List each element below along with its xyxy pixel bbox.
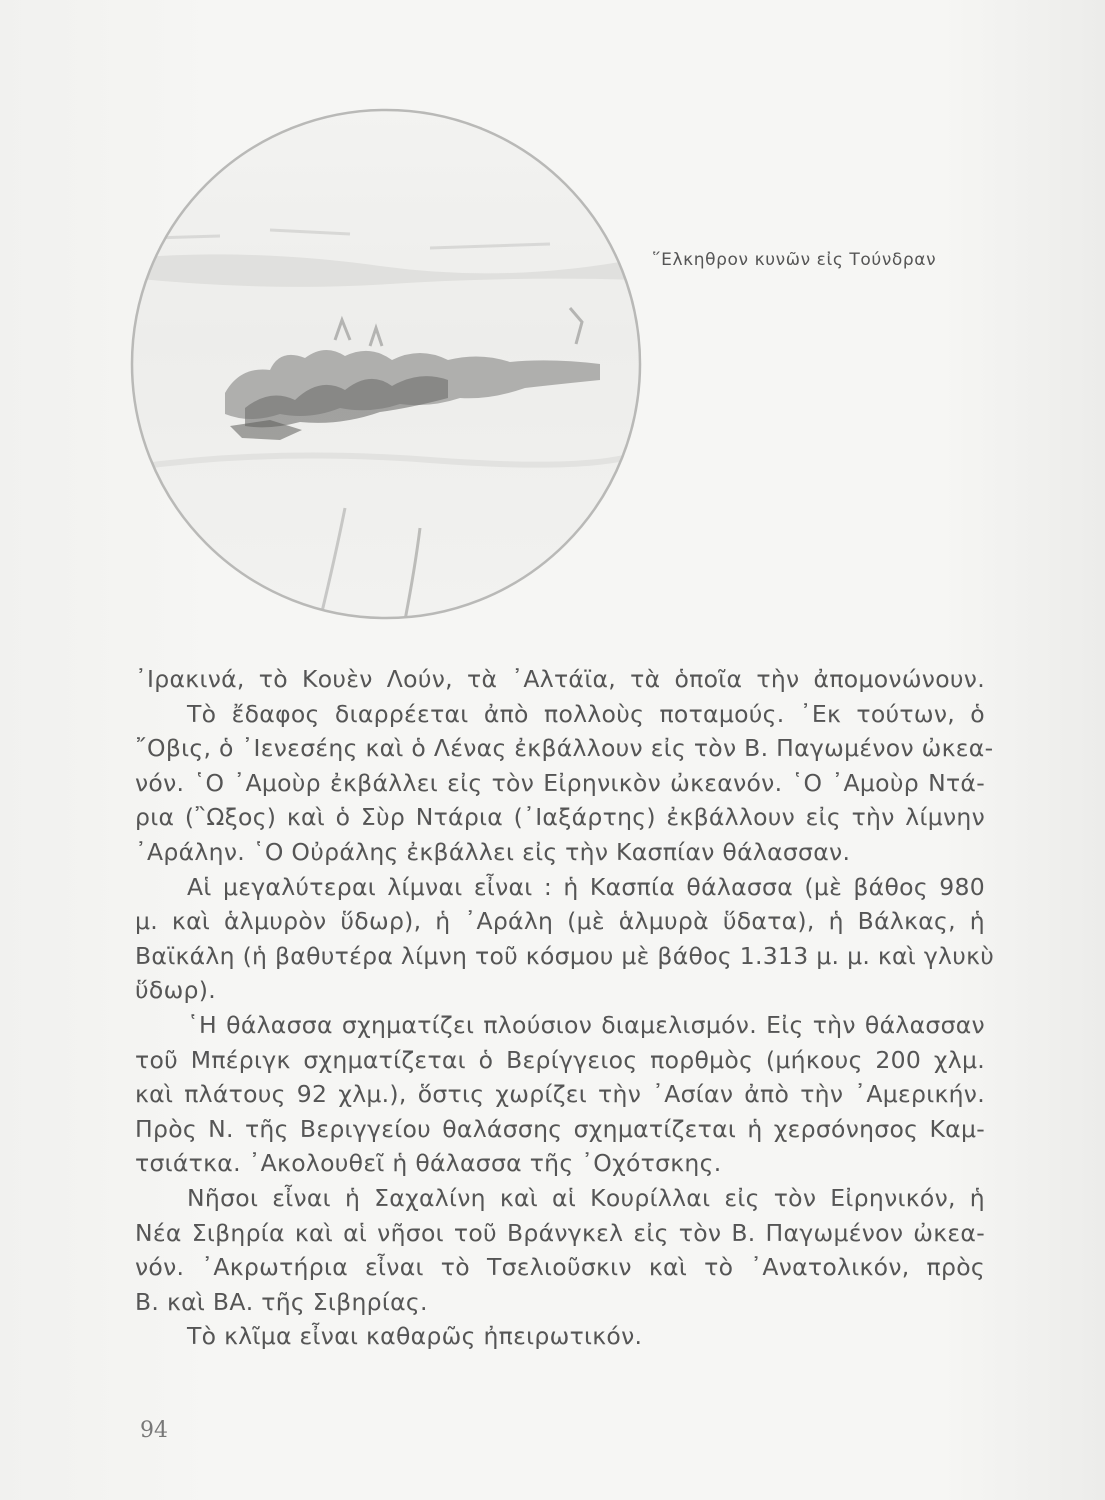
text-line: ῾Η θάλασσα σχηματίζει πλούσιον διαμελισμόν. Εἰς τὴν θάλασσαν <box>187 1010 985 1039</box>
text-line: Πρὸς Ν. τῆς Βεριγγείου θαλάσσης σχηματίζεται ἡ χερσόνησος Καμ- <box>135 1114 985 1143</box>
text-line: νόν. ᾿Ακρωτήρια εἶναι τὸ Τσελιοῦσκιν καὶ τὸ ᾿Ανατολικόν, πρὸς <box>135 1253 985 1282</box>
circular-photo <box>130 108 642 620</box>
text-line: ὕδωρ). <box>135 976 217 1005</box>
text-line: Βαϊκάλη (ἡ βαθυτέρα λίμνη τοῦ κόσμου μὲ βάθος 1.313 μ. μ. καὶ γλυκὺ <box>135 941 995 970</box>
body-text <box>135 662 995 1354</box>
text-line: Τὸ ἔδαφος διαρρέεται ἀπὸ πολλοὺς ποταμούς. ᾿Εκ τούτων, ὁ <box>187 699 985 728</box>
text-line: Νέα Σιβηρία καὶ αἱ νῆσοι τοῦ Βράνγκελ εἰς τὸν Β. Παγωμένον ὠκεα- <box>135 1218 985 1247</box>
text-line: νόν. ῾Ο ᾿Αμοὺρ ἐκβάλλει εἰς τὸν Εἰρηνικὸν ὠκεανόν. ῾Ο ᾿Αμοὺρ Ντά- <box>135 768 985 797</box>
text-line: τσιάτκα. ᾿Ακολουθεῖ ἡ θάλασσα τῆς ᾿Οχότσκης. <box>135 1149 722 1178</box>
text-line: ρια (῍Ωξος) καὶ ὁ Σὺρ Ντάρια (᾿Ιαξάρτης) ἐκβάλλουν εἰς τὴν λίμνην <box>135 803 985 832</box>
text-line: ῎Οβις, ὁ ᾿Ιενεσέης καὶ ὁ Λένας ἐκβάλλουν εἰς τὸν Β. Παγωμένον ὠκεα- <box>135 734 994 763</box>
text-line: ᾿Αράλην. ῾Ο Οὐράλης ἐκβάλλει εἰς τὴν Κασπίαν θάλασσαν. <box>135 837 851 866</box>
photo-dog-sled-tundra <box>130 108 642 620</box>
page-number: 94 <box>140 1418 168 1443</box>
text-line: Τὸ κλῖμα εἶναι καθαρῶς ἠπειρωτικόν. <box>187 1322 643 1351</box>
text-line: Νῆσοι εἶναι ἡ Σαχαλίνη καὶ αἱ Κουρίλλαι εἰς τὸν Εἰρηνικόν, ἡ <box>187 1183 985 1212</box>
text-line: τοῦ Μπέριγκ σχηματίζεται ὁ Βερίγγειος πορθμὸς (μήκους 200 χλμ. <box>135 1045 985 1074</box>
text-line: Αἱ μεγαλύτεραι λίμναι εἶναι : ἡ Κασπία θάλασσα (μὲ βάθος 980 <box>187 872 985 901</box>
figure-caption: ῞Ελκηθρον κυνῶν εἰς Τούνδραν <box>652 250 937 270</box>
text-line: ᾿Ιρακινά, τὸ Κουὲν Λούν, τὰ ᾿Αλτάϊα, τὰ ὁποῖα τὴν ἀπομονώνουν. <box>135 665 985 693</box>
text-line: καὶ πλάτους 92 χλμ.), ὅστις χωρίζει τὴν ᾿Ασίαν ἀπὸ τὴν ᾿Αμερικήν. <box>135 1080 985 1109</box>
text-line: μ. καὶ ἁλμυρὸν ὕδωρ), ἡ ᾿Αράλη (μὲ ἁλμυρὰ ὕδατα), ἡ Βάλκας, ἡ <box>135 907 985 936</box>
text-line: Β. καὶ ΒΑ. τῆς Σιβηρίας. <box>135 1287 428 1316</box>
